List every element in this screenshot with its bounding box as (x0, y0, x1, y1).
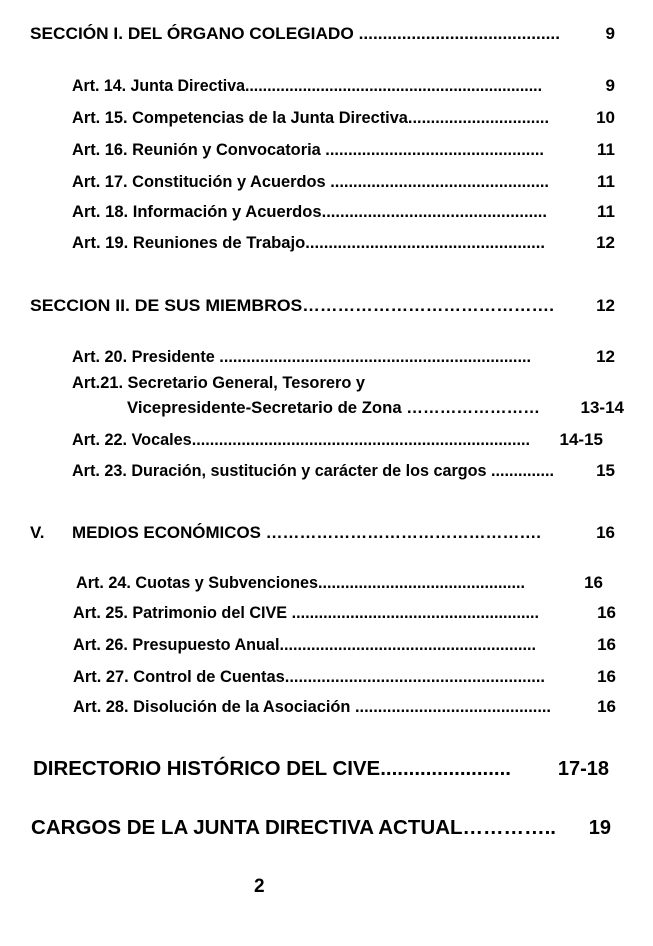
toc-page-number: 16 (584, 573, 603, 592)
toc-major-heading (33, 758, 511, 780)
toc-article (72, 431, 552, 448)
article-text: Art. 28. Disolución de la Asociación ........................................... (73, 697, 551, 716)
toc-page-number: 14-15 (559, 430, 603, 449)
toc-article (72, 374, 376, 391)
toc-article (73, 604, 562, 621)
article-text: Art. 27. Control de Cuentas......................................................... (73, 667, 545, 686)
toc-page-number: 16 (597, 603, 616, 622)
toc-page-number: 16 (597, 635, 616, 654)
toc-page-number: 10 (596, 108, 615, 127)
article-text: Art. 23. Duración, sustitución y carácter de los cargos .............. (72, 461, 554, 480)
toc-page-number: 11 (597, 202, 615, 221)
toc-section-number (30, 524, 45, 541)
toc-article (76, 574, 547, 591)
toc-article-continuation (127, 399, 547, 416)
toc-article (72, 141, 561, 158)
page-number: 2 (254, 876, 265, 897)
article-text: Art. 16. Reunión y Convocatoria ................................................ (72, 140, 544, 159)
article-text: Art.21. Secretario General, Tesorero y (72, 373, 365, 392)
article-text: Art. 25. Patrimonio del CIVE ....................................................... (73, 603, 539, 622)
section-heading-text: MEDIOS ECONÓMICOS …………………………………………. (72, 523, 541, 542)
toc-article (73, 668, 561, 685)
toc-page-number: 19 (588, 817, 611, 839)
toc-page-number: 16 (596, 523, 615, 542)
major-heading-text: CARGOS DE LA JUNTA DIRECTIVA ACTUAL………….. (31, 817, 556, 839)
toc-page-number: 9 (605, 24, 615, 43)
toc-page-number: 9 (605, 76, 615, 95)
article-text: Art. 15. Competencias de la Junta Directiva............................... (72, 108, 549, 127)
article-text: Art. 17. Constitución y Acuerdos ................................................ (72, 172, 549, 191)
toc-article (72, 173, 566, 190)
toc-article (73, 636, 559, 653)
toc-article (72, 77, 573, 94)
toc-article (72, 348, 552, 365)
toc-page-number: 11 (597, 140, 615, 159)
article-text: Art. 14. Junta Directiva................................................................... (72, 76, 542, 95)
article-text: Art. 22. Vocales........................................................................... (72, 430, 530, 449)
toc-page-number: 16 (597, 667, 616, 686)
article-text: Art. 26. Presupuesto Anual......................................................... (73, 635, 536, 654)
toc-major-heading (31, 817, 556, 839)
toc-section-heading (30, 24, 560, 43)
toc-article (72, 109, 567, 126)
toc-section-heading (72, 524, 543, 541)
major-heading-text: DIRECTORIO HISTÓRICO DEL CIVE....................... (33, 758, 511, 780)
toc-page-number: 16 (597, 697, 616, 716)
toc-article (73, 698, 568, 715)
section-heading-text: SECCION II. DE SUS MIEMBROS……………………………………. (30, 296, 554, 315)
article-text: Art. 19. Reuniones de Trabajo.................................................... (72, 233, 545, 252)
toc-page-number: 15 (596, 461, 615, 480)
toc-article (72, 203, 560, 220)
toc-page-number: 17-18 (557, 758, 609, 780)
toc-page-number: 12 (596, 296, 615, 315)
toc-section-heading (30, 296, 554, 315)
article-text: Art. 18. Información y Acuerdos................................................. (72, 202, 547, 221)
section-heading-text: SECCIÓN I. DEL ÓRGANO COLEGIADO .......................................... (30, 24, 560, 43)
toc-page-number: 11 (597, 172, 615, 191)
toc-page-number: 12 (596, 233, 615, 252)
article-text: Art. 24. Cuotas y Subvenciones.............................................. (76, 573, 525, 592)
section-number-text: V. (30, 523, 45, 542)
toc-page-number: 12 (596, 347, 615, 366)
toc-page-number: 13-14 (580, 398, 624, 417)
article-text: Art. 20. Presidente ..................................................................... (72, 347, 531, 366)
toc-article (72, 234, 557, 251)
article-continuation-text: Vicepresidente-Secretario de Zona …………………… (127, 398, 540, 417)
toc-article (72, 462, 578, 479)
